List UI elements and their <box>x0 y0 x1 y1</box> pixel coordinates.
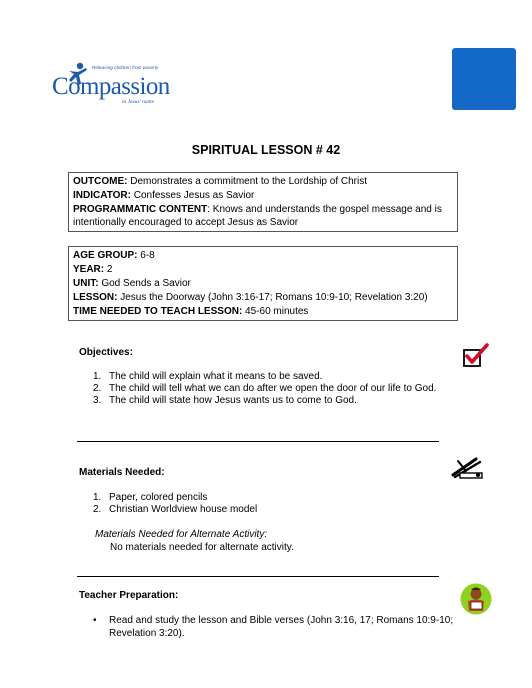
time-needed-row <box>73 305 453 319</box>
unit-label: UNIT: <box>73 278 99 289</box>
materials-list <box>93 492 453 516</box>
outcome-box <box>68 172 458 232</box>
lesson-label: LESSON: <box>73 292 118 303</box>
lesson-info-box <box>68 246 458 321</box>
age-group-label: AGE GROUP: <box>73 250 138 261</box>
unit-value: God Sends a Savior <box>98 278 191 289</box>
list-item: 1. The child will explain what it means to be saved. <box>93 371 323 382</box>
lesson-value: Jesus the Doorway (John 3:16-17; Romans 10:9-10; Revelation 3:20) <box>117 292 428 303</box>
age-group-value: 6-8 <box>137 250 155 261</box>
logo-tagline: Releasing children from poverty <box>92 65 159 70</box>
time-needed-label: TIME NEEDED TO TEACH LESSON: <box>73 306 243 317</box>
year-label: YEAR: <box>73 264 105 275</box>
outcome-row <box>73 175 453 189</box>
programmatic-content-value: : Knows and understands the gospel message and is intentionally encouraged to accept Jesus as Savior <box>73 204 442 228</box>
section-divider <box>77 441 439 442</box>
outcome-value: Demonstrates a commitment to the Lordship of Christ <box>127 176 367 187</box>
preparation-item-text: Read and study the lesson and Bible verses (John 3:16, 17; Romans 10:9-10; Revelation 3:20). <box>109 615 454 639</box>
year-row <box>73 263 453 277</box>
list-item: 2. The child will tell what we can do after we open the door of our life to God. <box>93 383 437 395</box>
teacher-reading-icon <box>459 581 493 617</box>
time-needed-value: 45-60 minutes <box>242 306 309 317</box>
page-title: SPIRITUAL LESSON # 42 <box>191 143 341 157</box>
bullet-dot: • <box>93 615 97 626</box>
checkbox-check-icon <box>462 343 490 369</box>
list-item: 1. Paper, colored pencils <box>93 492 208 503</box>
year-value: 2 <box>104 264 113 275</box>
alternate-materials-heading: Materials Needed for Alternate Activity: <box>95 529 268 540</box>
teacher-preparation-heading: Teacher Preparation: <box>79 590 179 601</box>
alternate-materials-text: No materials needed for alternate activity. <box>110 542 294 553</box>
objectives-list <box>93 371 453 408</box>
pencils-icon <box>450 455 486 481</box>
indicator-row <box>73 189 453 203</box>
list-item: 3. The child will state how Jesus wants us to come to God. <box>93 395 357 407</box>
list-item: 2. Christian Worldview house model <box>93 504 258 516</box>
programmatic-content-row <box>73 203 453 229</box>
lesson-row <box>73 291 453 305</box>
logo-subline: in Jesus' name <box>122 99 155 105</box>
section-divider <box>77 576 439 577</box>
programmatic-content-label: PROGRAMMATIC CONTENT <box>73 204 208 215</box>
unit-row <box>73 277 453 291</box>
outcome-label: OUTCOME: <box>73 176 128 187</box>
age-group-row <box>73 249 453 263</box>
logo-wordmark: Compassion <box>52 73 170 100</box>
blue-accent-block <box>452 48 516 110</box>
objectives-heading: Objectives: <box>79 347 133 358</box>
indicator-label: INDICATOR: <box>73 190 131 201</box>
preparation-item <box>93 615 463 640</box>
materials-heading: Materials Needed: <box>79 467 165 478</box>
indicator-value: Confesses Jesus as Savior <box>130 190 255 201</box>
compassion-logo <box>52 62 170 110</box>
